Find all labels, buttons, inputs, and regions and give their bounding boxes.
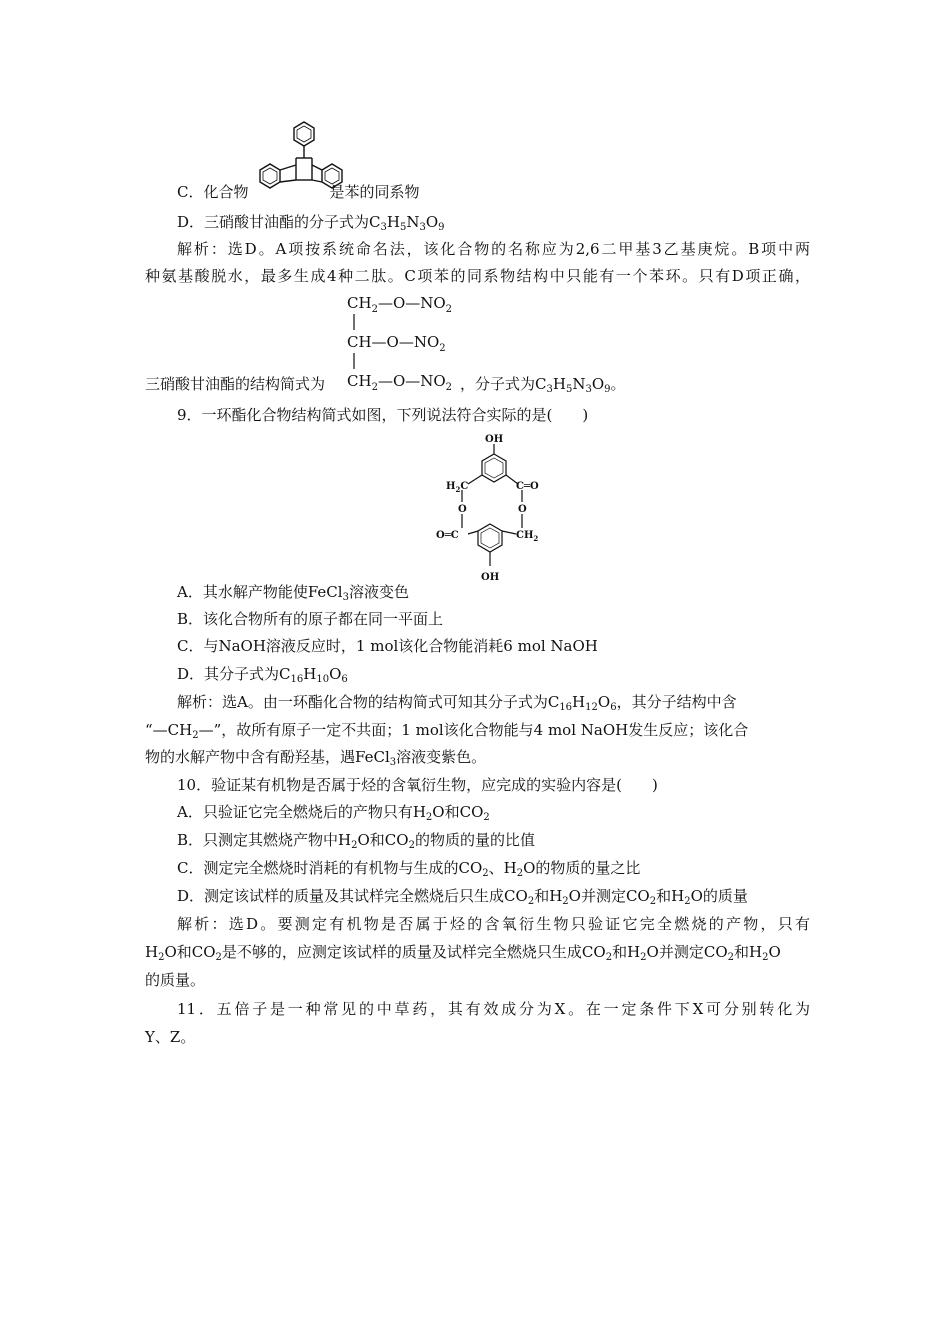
q8-option-c-suffix: 是苯的同系物 <box>329 183 420 201</box>
bond-right-1 <box>312 165 322 170</box>
q10-option-c: C．测定完全燃烧时消耗的有机物与生成的$CO_2$、$H_2O$的物质的量之比 <box>177 859 641 879</box>
ring-top-inner <box>297 126 311 142</box>
q8-analysis-line-2: 种氨基酸脱水，最多生成4种二肽。C项苯的同系物结构中只能有一个苯环。只有D项正确， <box>145 267 810 285</box>
q9-stem: 9．一环酯化合物结构简式如图，下列说法符合实际的是( ) <box>177 406 589 424</box>
ch2-label: $CH_2$ <box>516 530 539 543</box>
q10-analysis-line-1: 解析：选D。要测定有机物是否属于烃的含氧衍生物只验证它完全燃烧的产物，只有 <box>177 915 810 933</box>
q10-analysis-line-2: $H_2O$和$CO_2$是不够的，应测定该试样的质量及试样完全燃烧只生成$CO_2$和$H_2O$并测定$CO_2$和$H_2O$ <box>145 943 781 963</box>
ring-right-inner <box>325 168 339 184</box>
ring-left-inner <box>263 168 277 184</box>
carbonyl-lower-label: O═C <box>436 530 459 541</box>
lower-benzene-inner <box>481 528 499 548</box>
q8-analysis-line-3: 三硝酸甘油酯的结构简式为 ，分子式为$C_3H_5N_3O_9$。 <box>145 375 626 395</box>
ester-o-left-label: O <box>458 504 467 515</box>
q11-stem-line-1: 11．五倍子是一种常见的中草药，其有效成分为X。在一定条件下X可分别转化为 <box>177 1000 810 1018</box>
q10-analysis-line-3: 的质量。 <box>145 971 206 989</box>
q9-option-c: C．与NaOH溶液反应时，1 mol该化合物能消耗6 mol NaOH <box>177 637 598 655</box>
ester-o-right-label: O <box>518 504 527 515</box>
oh-bottom-label: OH <box>481 572 500 583</box>
q10-stem: 10．验证某有机物是否属于烃的含氧衍生物，应完成的实验内容是( ) <box>177 776 658 794</box>
q8-option-c-text: C．化合物 <box>177 183 249 201</box>
q9-option-b: B．该化合物所有的原子都在同一平面上 <box>177 610 444 628</box>
q9-analysis-line-1: 解析：选A。由一环酯化合物的结构简式可知其分子式为$C_{16}H_{12}O_6$，其分子结构中含 <box>177 693 737 713</box>
struct-row-2: $CH—O—NO_2$ <box>347 333 446 354</box>
q9-option-d: D．其分子式为$C_{16}H_{10}O_6$ <box>177 665 348 685</box>
h2c-label: $H_2C$ <box>446 481 469 494</box>
triptycene-structure-figure <box>256 120 346 198</box>
q9-analysis-line-2: “$—CH_2—$”，故所有原子一定不共面；1 mol该化合物能与4 mol NaOH发生反应；该化合 <box>145 721 749 741</box>
struct-row-3: $CH_2—O—NO_2$ <box>347 372 453 393</box>
bond-lower-ch2 <box>502 531 516 534</box>
q9-analysis-line-3: 物的水解产物中含有酚羟基，遇FeCl$_3$溶液变紫色。 <box>145 748 487 768</box>
q8-analysis-line-1: 解析：选D。A项按系统命名法，该化合物的名称应为2,6二甲基3乙基庚烷。B项中两 <box>177 240 810 258</box>
bond-upper-ch2 <box>468 475 482 484</box>
bond-right-2 <box>312 180 322 182</box>
q10-option-b: B．只测定其燃烧产物中$H_2O$和$CO_2$的物质的量的比值 <box>177 831 535 851</box>
q10-option-d: D．测定该试样的质量及其试样完全燃烧后只生成$CO_2$和$H_2O$并测定$CO_2$和$H_2O$的质量 <box>177 887 748 907</box>
oh-top-label: OH <box>485 434 504 445</box>
cyclic-ester-structure-figure <box>432 428 552 586</box>
bond-lower-co <box>468 531 478 534</box>
upper-benzene-inner <box>485 458 503 478</box>
q10-option-a: A．只验证它完全燃烧后的产物只有$H_2O$和$CO_2$ <box>177 803 490 823</box>
q8-option-d: D．三硝酸甘油酯的分子式为$C_3H_5N_3O_9$ <box>177 213 445 233</box>
struct-row-1: $CH_2—O—NO_2$ <box>347 294 453 315</box>
bond-left-2 <box>280 180 296 182</box>
q11-stem-line-2: Y、Z。 <box>145 1028 196 1046</box>
bond-left-1 <box>280 165 296 170</box>
carbonyl-upper-label: C═O <box>516 481 539 492</box>
q9-option-a: A．其水解产物能使FeCl$_3$溶液变色 <box>177 583 409 603</box>
